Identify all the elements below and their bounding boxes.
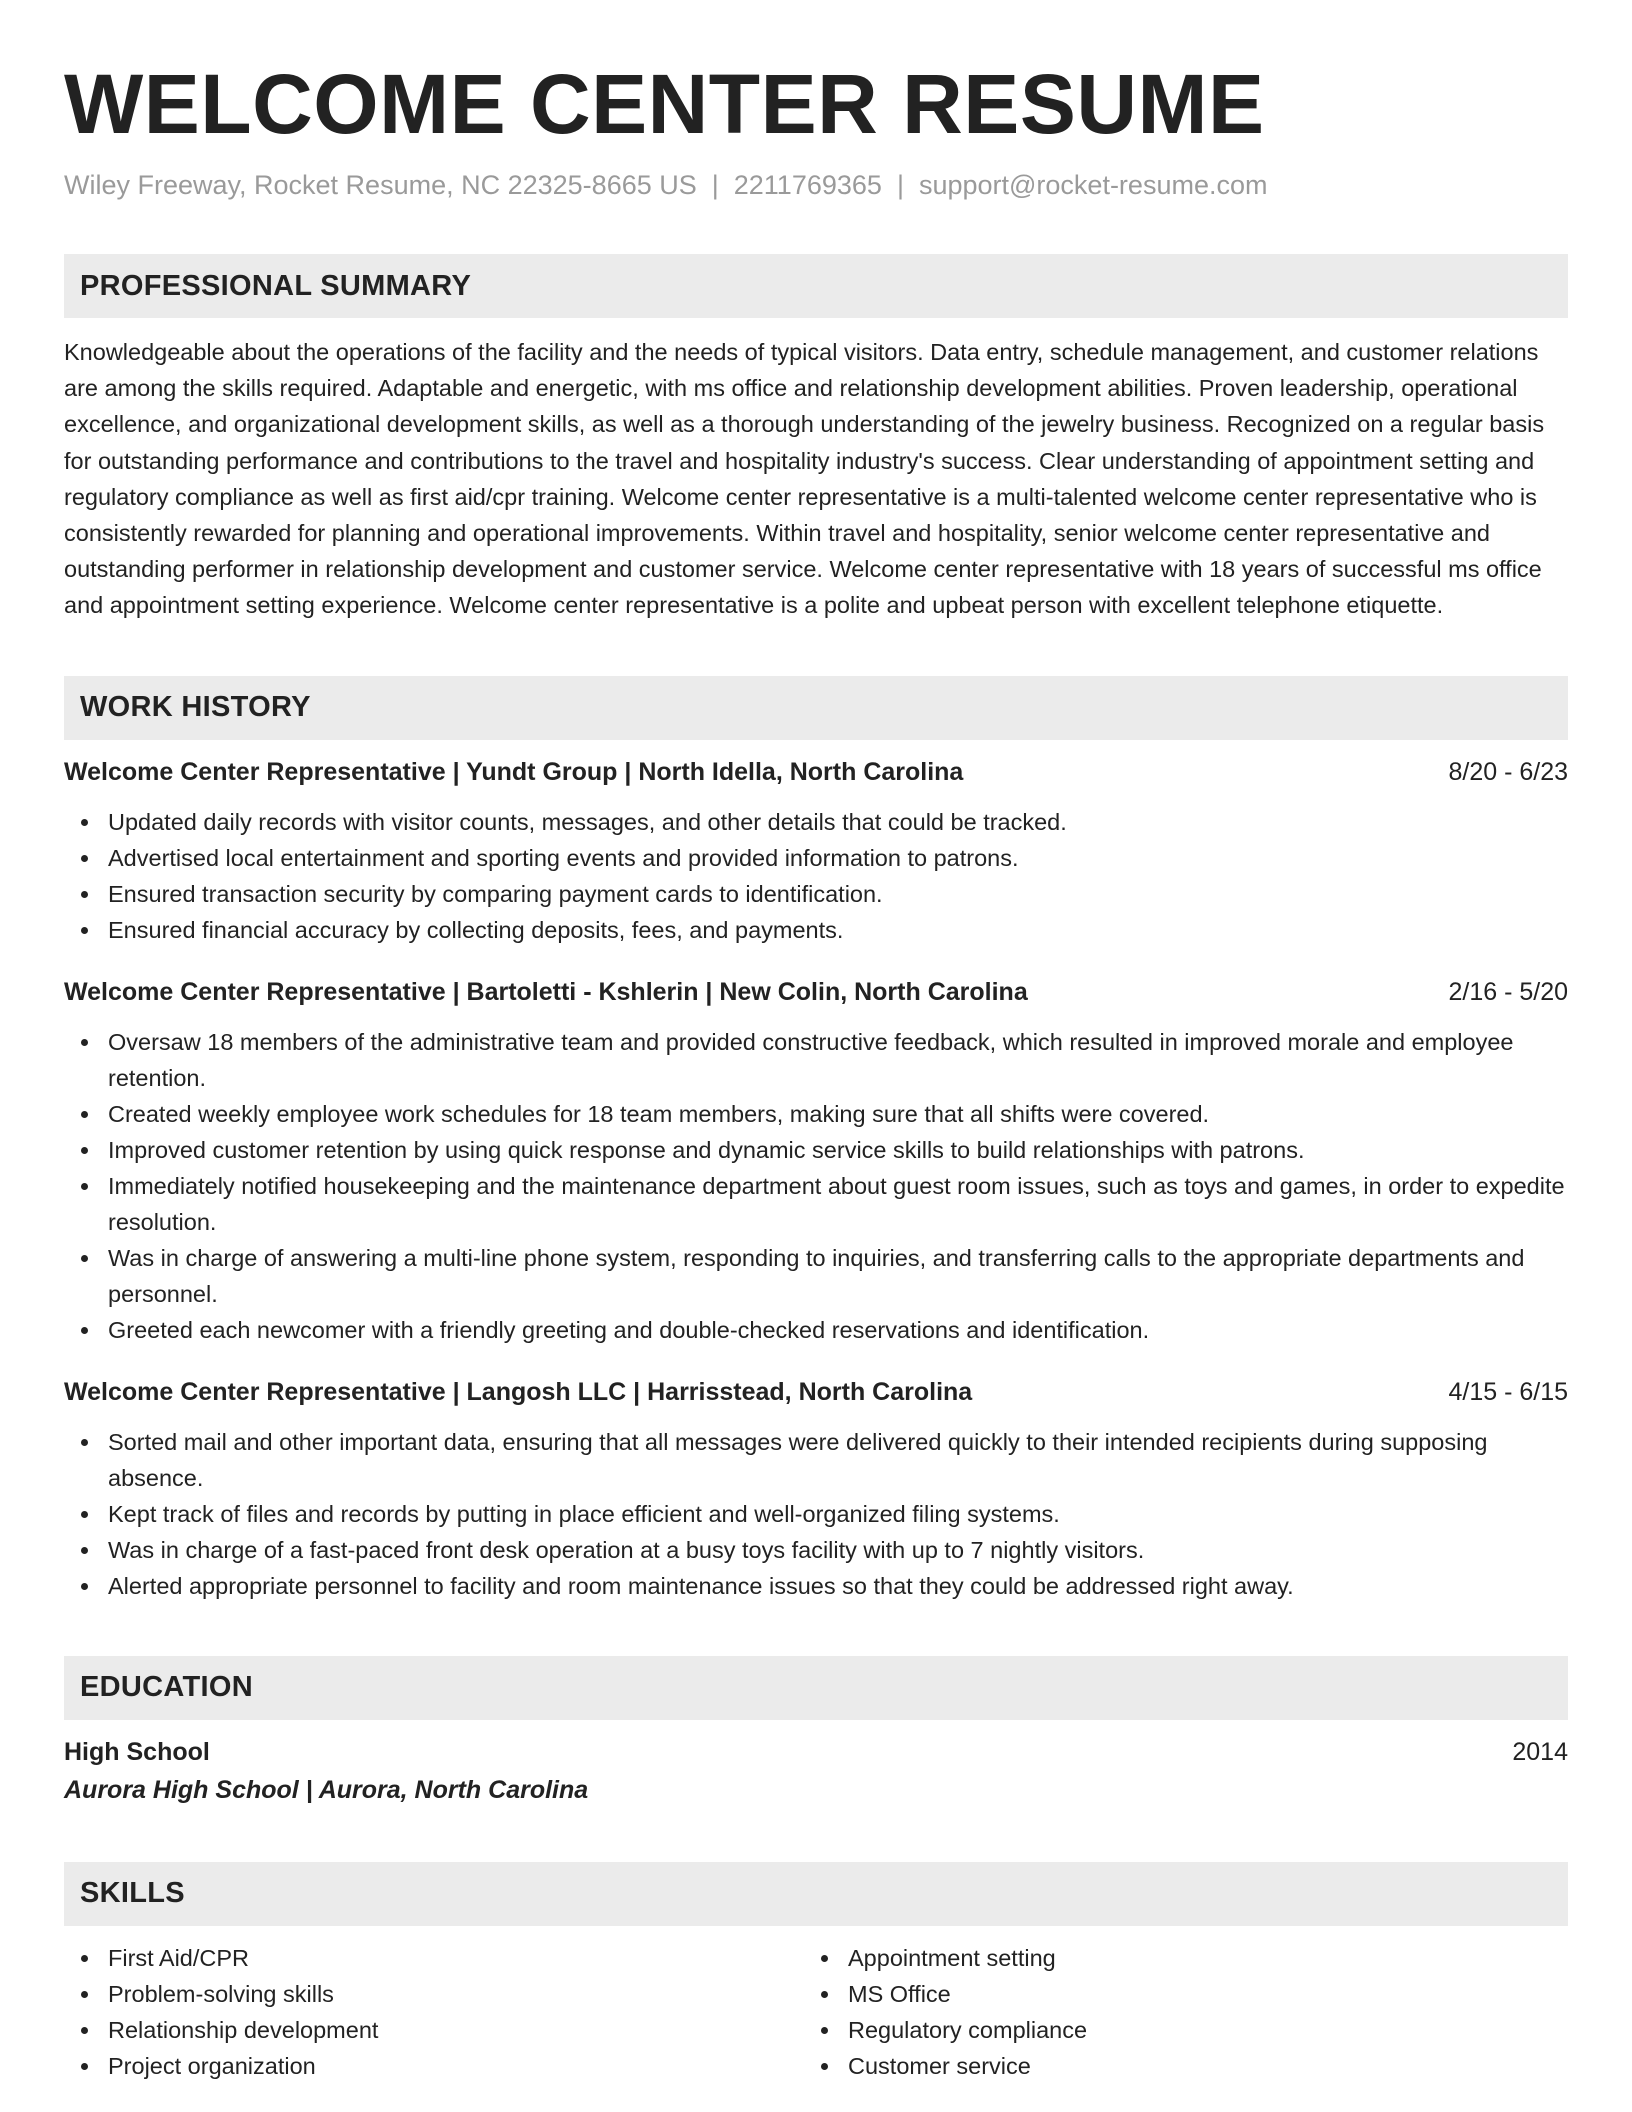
job-header <box>64 974 1568 1010</box>
skill-item: Regulatory compliance <box>848 2012 1544 2048</box>
skills-bullets <box>804 1940 1544 2084</box>
job-title: Welcome Center Representative | Langosh LLC | Harrisstead, North Carolina <box>64 1377 973 1406</box>
job-bullet: Updated daily records with visitor counts, messages, and other details that could be tracked. <box>108 804 1568 840</box>
job-bullets <box>64 1024 1568 1348</box>
contact-line <box>64 168 1568 202</box>
job-title: Welcome Center Representative | Yundt Group | North Idella, North Carolina <box>64 757 964 786</box>
education-header <box>64 1734 1568 1770</box>
contact-separator: | <box>711 170 719 200</box>
job-header <box>64 1374 1568 1410</box>
job-bullet: Kept track of files and records by putting in place efficient and well-organized filing systems. <box>108 1496 1568 1532</box>
skills-heading: SKILLS <box>64 1862 1568 1926</box>
job-bullet: Created weekly employee work schedules for 18 team members, making sure that all shifts were covered. <box>108 1096 1568 1132</box>
job-bullet: Was in charge of answering a multi-line phone system, responding to inquiries, and transferring calls to the appropriate departments and personnel. <box>108 1240 1568 1312</box>
job-bullet: Ensured transaction security by comparing payment cards to identification. <box>108 876 1568 912</box>
education-degree: High School <box>64 1737 210 1766</box>
skill-item: First Aid/CPR <box>108 1940 804 1976</box>
job-bullet: Immediately notified housekeeping and the maintenance department about guest room issues, such as toys and games, in order to expedite resolution. <box>108 1168 1568 1240</box>
skill-item: Appointment setting <box>848 1940 1544 1976</box>
contact-separator: | <box>896 170 904 200</box>
skills-bullets <box>64 1940 804 2084</box>
job-bullet: Improved customer retention by using quick response and dynamic service skills to build relationships with patrons. <box>108 1132 1568 1168</box>
work-history-heading: WORK HISTORY <box>64 676 1568 740</box>
job-dates: 2/16 - 5/20 <box>1448 977 1568 1006</box>
job-entry <box>64 974 1568 1348</box>
job-dates: 8/20 - 6/23 <box>1448 757 1568 786</box>
job-entry <box>64 1374 1568 1604</box>
education-year: 2014 <box>1512 1737 1568 1766</box>
skill-item: MS Office <box>848 1976 1544 2012</box>
skills-column-right <box>804 1940 1544 2084</box>
contact-address: Wiley Freeway, Rocket Resume, NC 22325-8665 US <box>64 170 697 200</box>
skills-list <box>64 1940 1568 2084</box>
education-school: Aurora High School | Aurora, North Carolina <box>64 1775 589 1804</box>
job-bullets <box>64 1424 1568 1604</box>
contact-email: support@rocket-resume.com <box>918 170 1268 200</box>
job-bullet: Was in charge of a fast-paced front desk operation at a busy toys facility with up to 7 nightly visitors. <box>108 1532 1568 1568</box>
job-bullet: Sorted mail and other important data, ensuring that all messages were delivered quickly to their intended recipients during supposing absence. <box>108 1424 1568 1496</box>
job-bullets <box>64 804 1568 948</box>
skill-item: Problem-solving skills <box>108 1976 804 2012</box>
job-bullet: Oversaw 18 members of the administrative team and provided constructive feedback, which resulted in improved morale and employee retention. <box>108 1024 1568 1096</box>
job-bullet: Alerted appropriate personnel to facility and room maintenance issues so that they could be addressed right away. <box>108 1568 1568 1604</box>
summary-text: Knowledgeable about the operations of the facility and the needs of typical visitors. Data entry, schedule management, and customer relations are among the skills required. Adaptable and energetic, with ms office and relationship development abilities. Proven leadership, operational excellence, and organizational development skills, as well as a thorough understanding of the jewelry business. Recognized on a regular basis for outstanding performance and contributions to the travel and hospitality industry's success. Clear understanding of appointment setting and regulatory compliance as well as first aid/cpr training. Welcome center representative is a multi-talented welcome center representative who is consistently rewarded for planning and operational improvements. Within travel and hospitality, senior welcome center representative and outstanding performer in relationship development and customer service. Welcome center representative with 18 years of successful ms office and appointment setting experience. Welcome center representative is a polite and upbeat person with excellent telephone etiquette. <box>64 339 1545 619</box>
job-entry <box>64 754 1568 948</box>
job-title: Welcome Center Representative | Bartoletti - Kshlerin | New Colin, North Carolina <box>64 977 1028 1006</box>
job-header <box>64 754 1568 790</box>
resume-title: WELCOME CENTER RESUME <box>64 57 1265 151</box>
education-heading: EDUCATION <box>64 1656 1568 1720</box>
job-bullet: Greeted each newcomer with a friendly greeting and double-checked reservations and identification. <box>108 1312 1568 1348</box>
job-dates: 4/15 - 6/15 <box>1448 1377 1568 1406</box>
job-bullet: Advertised local entertainment and sporting events and provided information to patrons. <box>108 840 1568 876</box>
skill-item: Customer service <box>848 2048 1544 2084</box>
summary-heading: PROFESSIONAL SUMMARY <box>64 254 1568 318</box>
skill-item: Project organization <box>108 2048 804 2084</box>
contact-phone: 2211769365 <box>733 170 882 200</box>
skills-column-left <box>64 1940 804 2084</box>
skill-item: Relationship development <box>108 2012 804 2048</box>
job-bullet: Ensured financial accuracy by collecting deposits, fees, and payments. <box>108 912 1568 948</box>
